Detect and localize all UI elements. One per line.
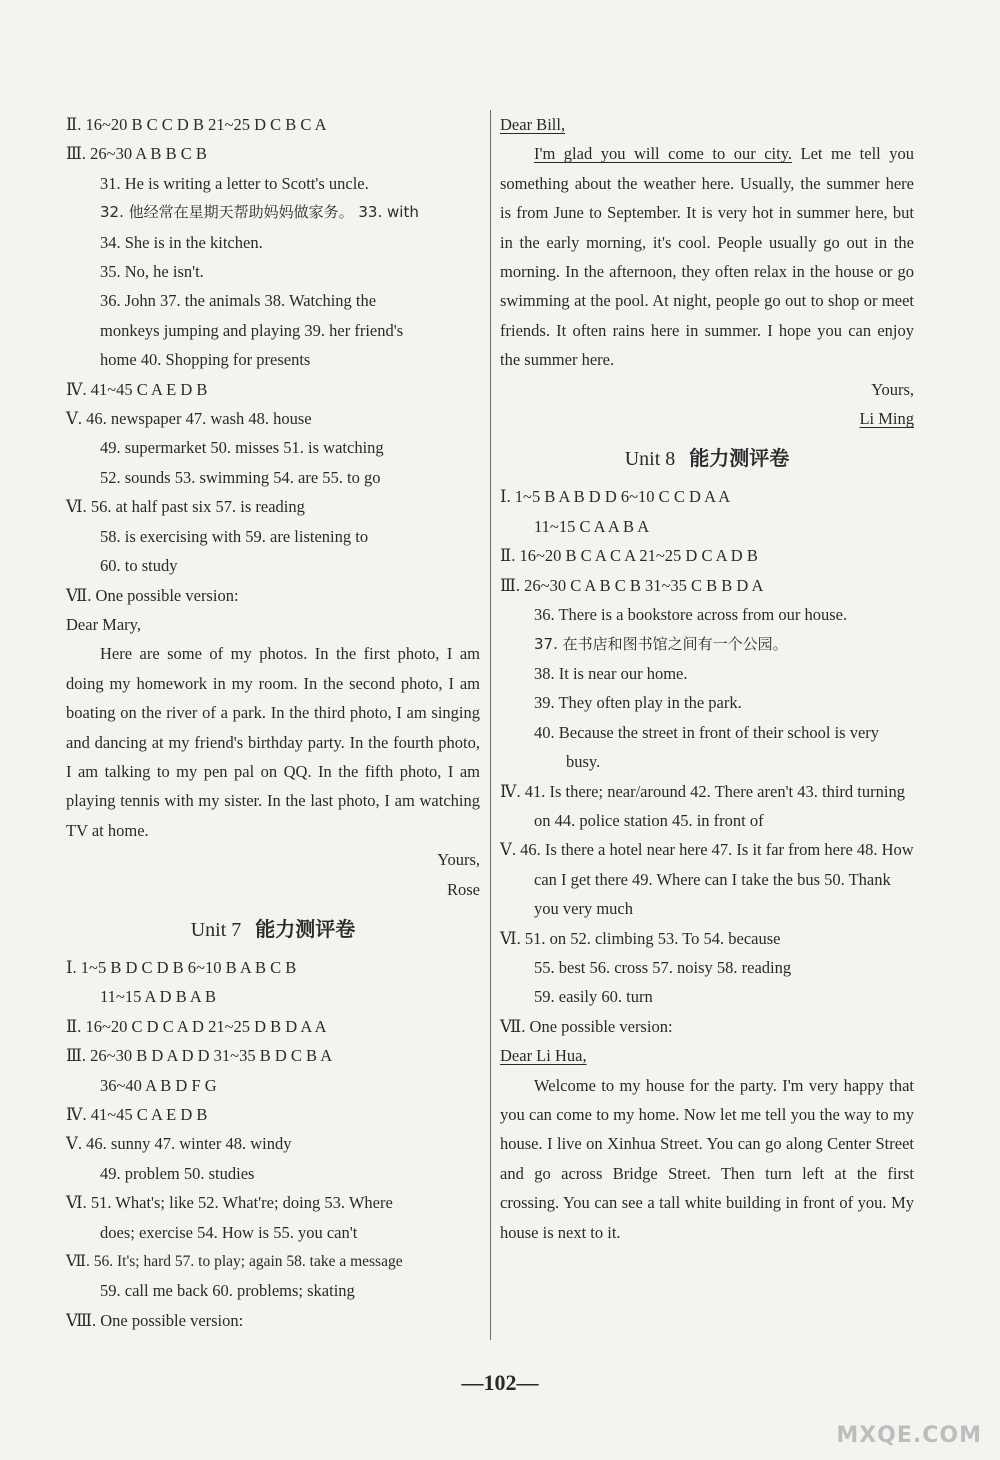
answer-row: Ⅳ. 41~45 C A E D B <box>66 1105 208 1124</box>
answer-row: Ⅴ. 46. newspaper 47. wash 48. house <box>66 409 312 429</box>
answer-row: 59. call me back 60. problems; skating <box>100 1281 355 1301</box>
letter-signature: Rose <box>447 879 480 899</box>
letter-body <box>500 139 914 374</box>
answer-row: Ⅰ. 1~5 B A B D D 6~10 C C D A A <box>500 487 731 507</box>
answer-row: Ⅰ. 1~5 B D C D B 6~10 B A B C B <box>66 957 297 977</box>
page-number: —102— <box>461 1370 539 1395</box>
answer-row: Ⅲ. 26~30 C A B C B 31~35 C B B D A <box>500 575 764 595</box>
unit-subtitle: 能力测评卷 <box>689 446 790 471</box>
letter-closing: Yours, <box>437 850 480 870</box>
answer-row: does; exercise 54. How is 55. you can't <box>100 1222 358 1242</box>
answer-row: home 40. Shopping for presents <box>100 350 311 370</box>
answer-row: Ⅲ. 26~30 B D A D D 31~35 B D C B A <box>66 1046 333 1066</box>
answer-row: 34. She is in the kitchen. <box>100 232 263 252</box>
unit-number: Unit 8 <box>624 448 676 471</box>
letter-greeting: Dear Bill, <box>500 115 566 134</box>
letter-greeting: Dear Li Hua, <box>500 1046 587 1066</box>
letter-body: Here are some of my photos. In the first photo, I am doing my homework in my room. In the second photo, I am boating on the river of a park. In the third photo, I am singing and dancing at my friend's birthday party. In the fourth photo, I am talking to my pen pal on QQ. In the fifth photo, I am playing tennis with my sister. In the last photo, I am watching TV at home. <box>66 644 480 840</box>
watermark: MXQE.COM <box>836 1423 982 1448</box>
answer-row: 49. problem 50. studies <box>100 1163 255 1183</box>
unit-7-title <box>66 914 480 945</box>
answer-row: 11~15 A D B A B <box>100 987 217 1007</box>
answer-row: Ⅱ. 16~20 B C C D B 21~25 D C B C A <box>66 115 327 134</box>
answer-row: 36~40 A B D F G <box>100 1075 217 1095</box>
letter-first-sentence: I'm glad you will come to our city. <box>534 144 793 164</box>
answer-row: Ⅶ. One possible version: <box>66 585 239 605</box>
answer-row: 52. sounds 53. swimming 54. are 55. to go <box>100 467 381 487</box>
answer-row: monkeys jumping and playing 39. her friend's <box>100 320 404 340</box>
answer-row: 59. easily 60. turn <box>534 987 653 1007</box>
answer-row: Ⅳ. 41~45 C A E D B <box>66 379 208 399</box>
answer-row: 49. supermarket 50. misses 51. is watching <box>100 438 384 458</box>
answer-row: Ⅵ. 56. at half past six 57. is reading <box>66 497 305 517</box>
letter-signature: Li Ming <box>859 409 914 429</box>
unit-8-title <box>500 443 914 474</box>
answer-row: Ⅶ. One possible version: <box>500 1016 673 1036</box>
right-column <box>500 110 914 1247</box>
answer-row: 37. 在书店和图书馆之间有一个公园。 <box>534 634 788 653</box>
answer-row: 60. to study <box>100 556 178 576</box>
unit-number: Unit 7 <box>190 918 242 941</box>
answer-row: 58. is exercising with 59. are listening to <box>100 526 369 546</box>
answer-row: 40. Because the street in front of their school is very busy. <box>534 722 880 772</box>
unit-subtitle: 能力测评卷 <box>255 916 356 941</box>
answer-row: Ⅷ. One possible version: <box>66 1310 244 1330</box>
answer-row: 39. They often play in the park. <box>534 693 742 713</box>
answer-row: 38. It is near our home. <box>534 663 688 683</box>
answer-row: 55. best 56. cross 57. noisy 58. reading <box>534 957 792 977</box>
letter-body: Welcome to my house for the party. I'm very happy that you can come to my home. Now let me tell you the way to my house. I live on Xinhua Street. You can go along Center Street and go across Bridge Street. Then turn left at the first crossing. You can see a tall white building in front of you. My house is next to it. <box>500 1075 914 1242</box>
answer-row: 32. 他经常在星期天帮助妈妈做家务。 33. with <box>100 203 419 222</box>
answer-row: Ⅱ. 16~20 B C A C A 21~25 D C A D B <box>500 546 758 566</box>
answer-row: Ⅵ. 51. What's; like 52. What're; doing 53. Where <box>66 1193 393 1213</box>
answer-row: Ⅵ. 51. on 52. climbing 53. To 54. because <box>500 928 781 948</box>
column-divider <box>490 110 491 1340</box>
letter-body-text: Let me tell you something about the weather here. Usually, the summer here is from June to September. It is very hot in summer here, but in the early morning, it's cool. People usually go out in the morning. In the afternoon, they often relax in the house or go swimming at the pool. At night, people go out to shop or meet friends. It often rains here in summer. I hope you can enjoy the summer here. <box>500 144 914 370</box>
letter-closing: Yours, <box>871 379 914 399</box>
answer-row: 11~15 C A A B A <box>534 516 650 536</box>
answer-row: 31. He is writing a letter to Scott's uncle. <box>100 173 369 193</box>
left-column <box>66 110 480 1335</box>
answer-row: Ⅴ. 46. Is there a hotel near here 47. Is it far from here 48. How can I get there 49. Where can I take the bus 50. Thank you very much <box>500 840 914 919</box>
answer-row: 35. No, he isn't. <box>100 262 204 282</box>
answer-row: Ⅶ. 56. It's; hard 57. to play; again 58. take a message <box>66 1253 403 1271</box>
answer-row: Ⅲ. 26~30 A B B C B <box>66 144 207 164</box>
answer-row: Ⅱ. 16~20 C D C A D 21~25 D B D A A <box>66 1016 327 1036</box>
answer-row: 36. There is a bookstore across from our house. <box>534 605 848 625</box>
answer-row: Ⅴ. 46. sunny 47. winter 48. windy <box>66 1134 292 1154</box>
letter-greeting: Dear Mary, <box>66 614 141 634</box>
answer-row: 36. John 37. the animals 38. Watching the <box>100 291 377 311</box>
answer-row: Ⅳ. 41. Is there; near/around 42. There aren't 43. third turning on 44. police station 45. in front of <box>500 781 905 830</box>
